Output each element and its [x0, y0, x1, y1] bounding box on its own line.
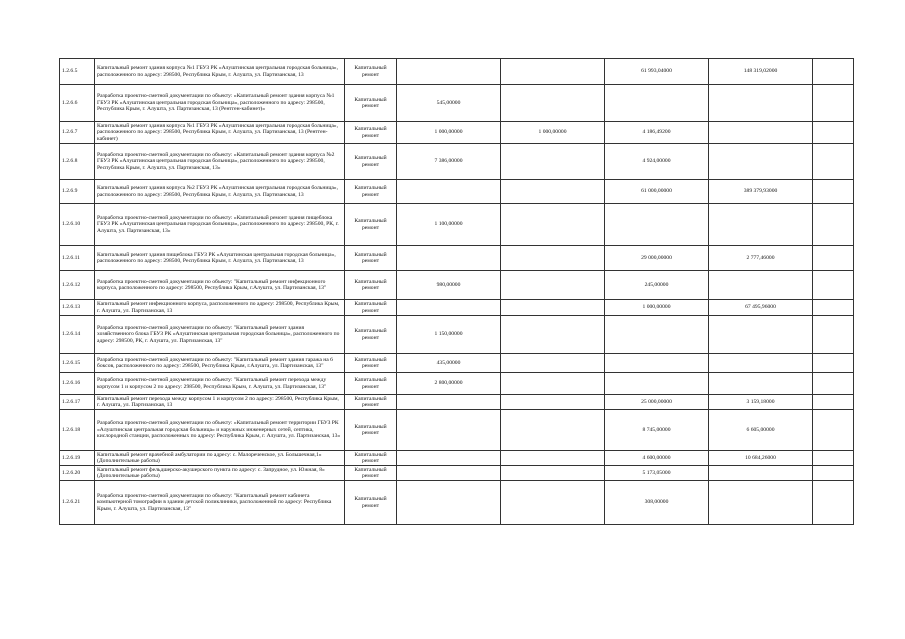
- table-row: [60, 271, 854, 300]
- row-description-cell: Капитальный ремонт здания корпуса №1 ГБУЗ РК «Алуштинская центральная городская больница», расположенного по адресу: 298500, Республика Крым, г. Алушта, ул. Партизанская, 13 (Рентген-кабинет): [95, 122, 345, 144]
- budget-table: [59, 58, 854, 525]
- row-value-cell: [501, 271, 605, 300]
- row-value-cell: [605, 316, 709, 354]
- row-value-cell: [397, 59, 501, 85]
- row-value-cell: 4 600,00000: [605, 451, 709, 466]
- row-number-cell: 1.2.6.14: [60, 316, 95, 354]
- row-value-cell: 4 924,00000: [605, 144, 709, 180]
- row-number-cell: 1.2.6.16: [60, 373, 95, 395]
- row-number-cell: 1.2.6.7: [60, 122, 95, 144]
- row-description-cell: Разработка проектно-сметной документации по объекту: "Капитальный ремонт здания хозяйственного блока ГБУЗ РК «Алуштинская центральная городская больница», расположенного по адресу: 298500, РК, г. Алушта, ул. Партизанская, 13": [95, 316, 345, 354]
- row-repair-type-cell: Капитальный ремонт: [345, 410, 397, 451]
- row-value-cell: 1 100,00000: [397, 204, 501, 246]
- row-value-cell: 10 684,26000: [709, 451, 813, 466]
- row-value-cell: 245,00000: [605, 271, 709, 300]
- row-value-cell: [813, 300, 854, 316]
- row-value-cell: [501, 204, 605, 246]
- table-row: [60, 246, 854, 271]
- row-value-cell: [501, 466, 605, 481]
- row-value-cell: [813, 451, 854, 466]
- row-value-cell: [813, 395, 854, 410]
- row-description-cell: Капитальный ремонт здания корпуса №2 ГБУЗ РК «Алуштинская центральная городская больница», расположенного по адресу: 298500, Республика Крым, г. Алушта, ул. Партизанская, 13: [95, 180, 345, 204]
- row-value-cell: [501, 373, 605, 395]
- row-number-cell: 1.2.6.5: [60, 59, 95, 85]
- row-value-cell: [813, 246, 854, 271]
- table-row: [60, 481, 854, 525]
- row-value-cell: [813, 410, 854, 451]
- row-value-cell: 29 000,00000: [605, 246, 709, 271]
- row-value-cell: [813, 316, 854, 354]
- row-value-cell: [709, 271, 813, 300]
- table-row: [60, 410, 854, 451]
- row-value-cell: [813, 180, 854, 204]
- row-value-cell: 4 186,49200: [605, 122, 709, 144]
- row-value-cell: 25 000,00000: [605, 395, 709, 410]
- row-value-cell: 8 745,00000: [605, 410, 709, 451]
- row-value-cell: [813, 204, 854, 246]
- row-value-cell: [709, 204, 813, 246]
- row-value-cell: [813, 122, 854, 144]
- row-description-cell: Разработка проектно-сметной документации по объекту: "Капитальный ремонт инфекционного корпуса, расположенного по адресу: 298500, Республика Крым, г.Алушта, ул. Партизанская, 13": [95, 271, 345, 300]
- row-description-cell: Капитальный ремонт инфекционного корпуса, расположенного по адресу: 298500, Республика Крым, г. Алушта, ул. Партизанская, 13: [95, 300, 345, 316]
- row-number-cell: 1.2.6.9: [60, 180, 95, 204]
- row-number-cell: 1.2.6.19: [60, 451, 95, 466]
- row-value-cell: [501, 451, 605, 466]
- row-number-cell: 1.2.6.12: [60, 271, 95, 300]
- row-repair-type-cell: Капитальный ремонт: [345, 180, 397, 204]
- row-repair-type-cell: Капитальный ремонт: [345, 373, 397, 395]
- row-value-cell: 1 000,00000: [605, 300, 709, 316]
- row-value-cell: [501, 59, 605, 85]
- row-number-cell: 1.2.6.6: [60, 85, 95, 122]
- row-value-cell: [605, 85, 709, 122]
- row-number-cell: 1.2.6.15: [60, 354, 95, 373]
- row-value-cell: [813, 271, 854, 300]
- row-value-cell: [605, 204, 709, 246]
- table-row: [60, 395, 854, 410]
- row-value-cell: 3 159,18000: [709, 395, 813, 410]
- row-value-cell: [813, 59, 854, 85]
- table-row: [60, 180, 854, 204]
- table-body: [60, 59, 854, 525]
- row-value-cell: [397, 481, 501, 525]
- row-value-cell: [397, 180, 501, 204]
- row-value-cell: [501, 85, 605, 122]
- row-value-cell: [397, 246, 501, 271]
- row-repair-type-cell: Капитальный ремонт: [345, 354, 397, 373]
- row-repair-type-cell: Капитальный ремонт: [345, 246, 397, 271]
- row-description-cell: Капитальный ремонт врачебной амбулатории по адресу: с. Малореченское, ул. Большечная,1» (Дополнительные работы): [95, 451, 345, 466]
- row-value-cell: 980,00000: [397, 271, 501, 300]
- table-row: [60, 354, 854, 373]
- table-row: [60, 466, 854, 481]
- row-value-cell: [813, 354, 854, 373]
- row-repair-type-cell: Капитальный ремонт: [345, 300, 397, 316]
- row-value-cell: [501, 316, 605, 354]
- row-description-cell: Разработка проектно-сметной документации по объекту: "Капитальный ремонт кабинета компьютерной томографии в здании детской поликлиники, расположенной по адресу: Республика Крым, г. Алушта, ул. Партизанская, 13": [95, 481, 345, 525]
- table-row: [60, 316, 854, 354]
- row-number-cell: 1.2.6.10: [60, 204, 95, 246]
- row-value-cell: [397, 466, 501, 481]
- row-value-cell: [813, 466, 854, 481]
- row-number-cell: 1.2.6.17: [60, 395, 95, 410]
- table-row: [60, 204, 854, 246]
- row-value-cell: 435,00000: [397, 354, 501, 373]
- row-description-cell: Разработка проектно-сметной документации по объекту: "Капитальный ремонт здания гаража на 6 боксов, расположенного по адресу: 298500, Республика Крым, г.Алушта, ул. Партизанская, 13": [95, 354, 345, 373]
- row-number-cell: 1.2.6.11: [60, 246, 95, 271]
- row-value-cell: 61 993,04000: [605, 59, 709, 85]
- row-repair-type-cell: Капитальный ремонт: [345, 316, 397, 354]
- row-value-cell: [397, 395, 501, 410]
- row-number-cell: 1.2.6.18: [60, 410, 95, 451]
- row-description-cell: Капитальный ремонт перехода между корпусом 1 и корпусом 2 по адресу: 298500, Республика Крым, г. Алушта, ул. Партизанская, 13: [95, 395, 345, 410]
- row-description-cell: Разработка проектно-сметной документации по объекту: «Капитальный ремонт территории ГБУЗ РК «Алуштинская центральная городская больница» и наружных инженерных сетей, септика, кислородной станции, расположенных по адресу: Республика Крым, г. Алушта, ул. Партизанская, 13»: [95, 410, 345, 451]
- row-repair-type-cell: Капитальный ремонт: [345, 481, 397, 525]
- row-value-cell: 1 000,00000: [501, 122, 605, 144]
- row-value-cell: [813, 144, 854, 180]
- row-number-cell: 1.2.6.13: [60, 300, 95, 316]
- row-value-cell: [501, 395, 605, 410]
- row-value-cell: [709, 373, 813, 395]
- row-value-cell: [709, 144, 813, 180]
- row-value-cell: [813, 481, 854, 525]
- row-value-cell: 2 777,46000: [709, 246, 813, 271]
- row-value-cell: [709, 354, 813, 373]
- row-description-cell: Разработка проектно-сметной документации по объекту: «Капитальный ремонт здания корпуса №1 ГБУЗ РК «Алуштинская центральная городская больница», расположенного по адресу: 298500, Республика Крым, г. Алушта, ул. Партизанская, 13 (Рентген-кабинет)»: [95, 85, 345, 122]
- row-value-cell: [501, 481, 605, 525]
- row-value-cell: [397, 451, 501, 466]
- row-repair-type-cell: Капитальный ремонт: [345, 144, 397, 180]
- row-description-cell: Разработка проектно-сметной документации по объекту: «Капитальный ремонт здания корпуса №2 ГБУЗ РК «Алуштинская центральная городская больница», расположенного по адресу: 298500, Республика Крым, г. Алушта, ул. Партизанская, 13»: [95, 144, 345, 180]
- row-value-cell: [501, 410, 605, 451]
- row-number-cell: 1.2.6.21: [60, 481, 95, 525]
- table-row: [60, 373, 854, 395]
- row-repair-type-cell: Капитальный ремонт: [345, 122, 397, 144]
- row-value-cell: 61 000,00000: [605, 180, 709, 204]
- row-value-cell: [501, 300, 605, 316]
- row-value-cell: [709, 122, 813, 144]
- row-description-cell: Капитальный ремонт здания корпуса №1 ГБУЗ РК «Алуштинская центральная городская больница», расположенного по адресу: 298500, Республика Крым, г. Алушта, ул. Партизанская, 13: [95, 59, 345, 85]
- row-description-cell: Капитальный ремонт фельдшерско-акушерского пункта по адресу: с. Запрудное, ул. Южная, 8» (Дополнительные работы): [95, 466, 345, 481]
- row-description-cell: Разработка проектно-сметной документации по объекту: "Капитальный ремонт перехода между корпусом 1 и корпусом 2 по адресу: 298500, Республика Крым, г. Алушта, ул. Партизанская, 13": [95, 373, 345, 395]
- row-value-cell: 67 495,96000: [709, 300, 813, 316]
- table-row: [60, 451, 854, 466]
- row-value-cell: 308,00000: [605, 481, 709, 525]
- row-value-cell: 1 150,00000: [397, 316, 501, 354]
- table-row: [60, 59, 854, 85]
- row-value-cell: 7 386,00000: [397, 144, 501, 180]
- row-value-cell: [397, 300, 501, 316]
- row-repair-type-cell: Капитальный ремонт: [345, 451, 397, 466]
- table-row: [60, 122, 854, 144]
- table-row: [60, 85, 854, 122]
- row-repair-type-cell: Капитальный ремонт: [345, 271, 397, 300]
- row-value-cell: [501, 246, 605, 271]
- row-value-cell: 5 173,05000: [605, 466, 709, 481]
- row-value-cell: 148 319,02000: [709, 59, 813, 85]
- row-value-cell: [605, 354, 709, 373]
- row-value-cell: [709, 481, 813, 525]
- row-value-cell: [709, 466, 813, 481]
- row-number-cell: 1.2.6.20: [60, 466, 95, 481]
- row-repair-type-cell: Капитальный ремонт: [345, 466, 397, 481]
- row-value-cell: [501, 180, 605, 204]
- row-value-cell: [709, 85, 813, 122]
- row-repair-type-cell: Капитальный ремонт: [345, 395, 397, 410]
- row-value-cell: 389 379,93000: [709, 180, 813, 204]
- row-value-cell: 545,00000: [397, 85, 501, 122]
- row-description-cell: Капитальный ремонт здания пищеблока ГБУЗ РК «Алуштинская центральная городская больница», расположенного по адресу: 298500, Республика Крым, г. Алушта, ул. Партизанская, 13: [95, 246, 345, 271]
- row-value-cell: [501, 354, 605, 373]
- row-value-cell: [605, 373, 709, 395]
- row-value-cell: 2 800,00000: [397, 373, 501, 395]
- row-value-cell: 1 000,00000: [397, 122, 501, 144]
- row-value-cell: [397, 410, 501, 451]
- row-value-cell: [813, 373, 854, 395]
- row-repair-type-cell: Капитальный ремонт: [345, 59, 397, 85]
- row-value-cell: [501, 144, 605, 180]
- row-number-cell: 1.2.6.8: [60, 144, 95, 180]
- row-value-cell: [813, 85, 854, 122]
- row-repair-type-cell: Капитальный ремонт: [345, 204, 397, 246]
- table-row: [60, 300, 854, 316]
- table-row: [60, 144, 854, 180]
- row-value-cell: 6 605,00000: [709, 410, 813, 451]
- row-description-cell: Разработка проектно-сметной документации по объекту: «Капитальный ремонт здания пищеблока ГБУЗ РК «Алуштинская центральная городская больница», расположенного по адресу: 298500, РК, г. Алушта, ул. Партизанская, 13»: [95, 204, 345, 246]
- row-repair-type-cell: Капитальный ремонт: [345, 85, 397, 122]
- row-value-cell: [709, 316, 813, 354]
